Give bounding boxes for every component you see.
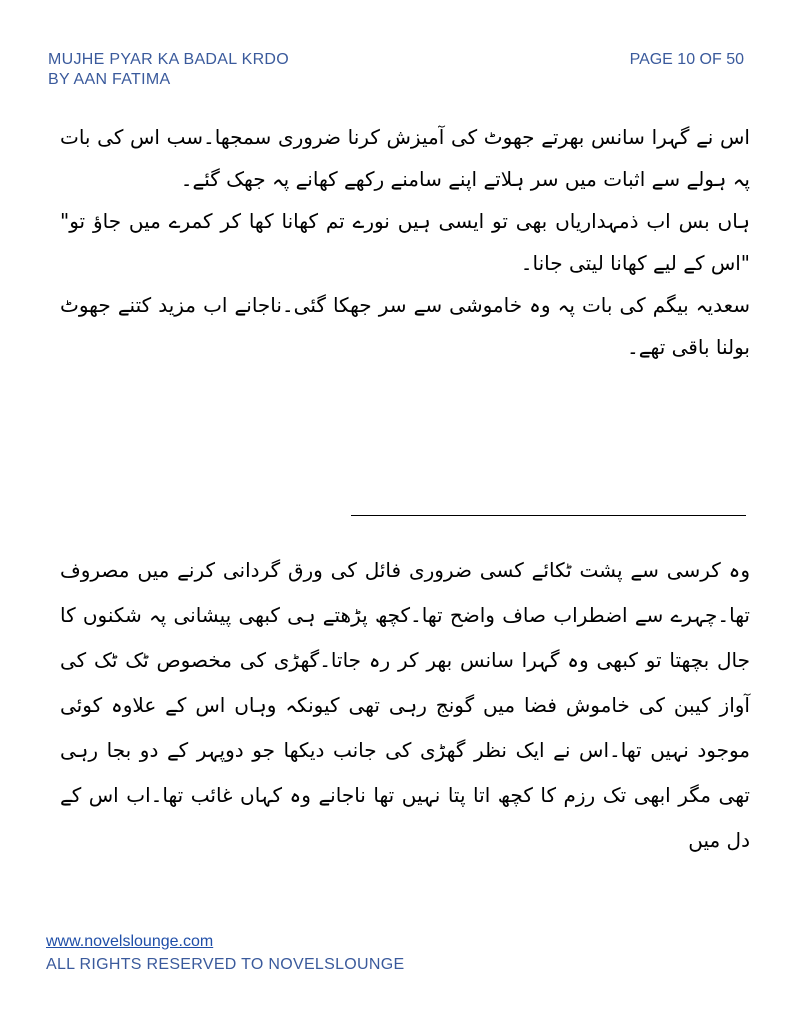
page-header-left: [48, 50, 289, 90]
page-number: PAGE 10 OF 50: [629, 51, 744, 68]
author-name: BY AAN FATIMA: [48, 71, 171, 88]
paragraph-4: وہ کرسی سے پشت ٹکائے کسی ضروری فائل کی ورق گردانی کرنے میں مصروف تھا۔چہرے سے اضطراب صاف واضح تھا۔کچھ پڑھتے ہی کبھی پیشانی پہ شکنوں کا جال بچھتا تو کبھی وہ گہرا سانس بھر کر رہ جاتا۔گھڑی کی مخصوص ٹک ٹک کی آواز کیبن کی خاموش فضا میں گونج رہی تھی کیونکہ وہاں اس کے علاوہ کوئی موجود نہیں تھا۔اس نے ایک نظر گھڑی کی جانب دیکھا جو دوپہر کے دو بجا رہی تھی مگر ابھی تک رزم کا کچھ اتا پتا نہیں تھا ناجانے وہ کہاں غائب تھا۔اب اس کے دل میں: [60, 558, 750, 852]
text-section-1: [60, 116, 750, 368]
copyright-notice: ALL RIGHTS RESERVED TO NOVELSLOUNGE: [46, 956, 405, 973]
novel-title: MUJHE PYAR KA BADAL KRDO: [48, 51, 290, 68]
section-divider: [351, 515, 746, 516]
paragraph-1: اس نے گہرا سانس بھرتے جھوٹ کی آمیزش کرنا ضروری سمجھا۔سب اس کی بات پہ ہولے سے اثبات میں سر ہلاتے اپنے سامنے رکھے کھانے پہ جھک گئے۔: [60, 125, 750, 191]
paragraph-2: ہاں بس اب ذمہداریاں بھی تو ایسی ہیں نورے تم کھانا کھا کر کمرے میں جاؤ تو" "اس کے لیے کھانا لیتی جانا۔: [60, 209, 750, 275]
paragraph-3: سعدیہ بیگم کی بات پہ وہ خاموشی سے سر جھکا گئی۔ناجانے اب مزید کتنے جھوٹ بولنا باقی تھے۔: [60, 293, 750, 359]
website-link[interactable]: www.novelslounge.com: [46, 933, 214, 950]
text-section-2: [60, 548, 750, 863]
